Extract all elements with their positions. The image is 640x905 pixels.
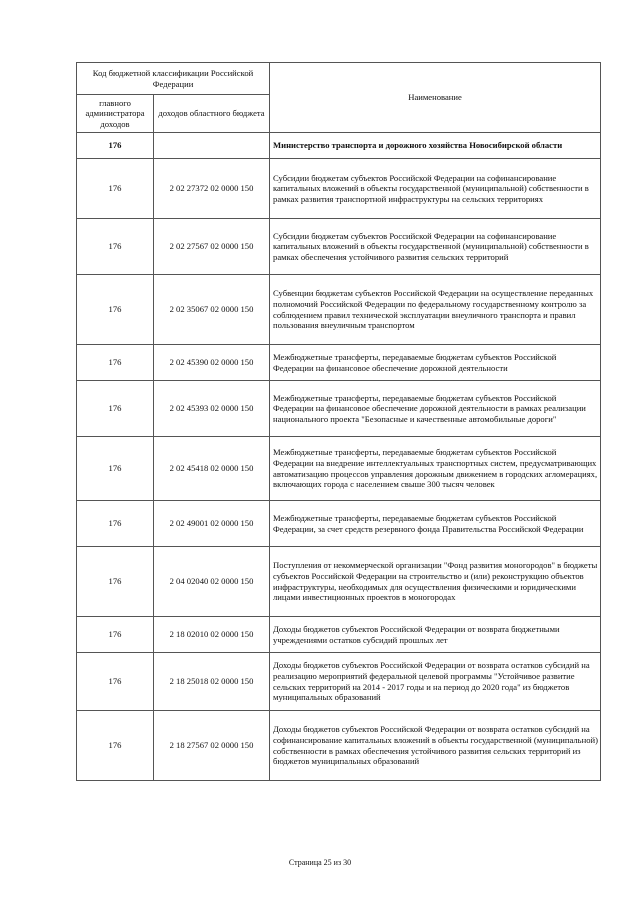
income-name-cell: Межбюджетные трансферты, передаваемые бюджетам субъектов Российской Федерации на финансовое обеспечение дорожной деятельности в рамках реализации национального проекта "Безопасные и качественные автомобильные дороги": [270, 381, 601, 437]
admin-code-cell: 176: [77, 617, 154, 653]
income-code-cell: 2 02 45418 02 0000 150: [154, 437, 270, 501]
income-name-cell: Субвенции бюджетам субъектов Российской Федерации на осуществление переданных полномочий Российской Федерации по федеральному государственному контролю за соблюдением правил технической эксплуатации внеуличного транспорта и правил пользования внеуличным транспортом: [270, 275, 601, 345]
admin-code-cell: 176: [77, 275, 154, 345]
table-row: [77, 547, 601, 617]
income-code-cell: 2 04 02040 02 0000 150: [154, 547, 270, 617]
income-name-cell: Поступления от некоммерческой организации "Фонд развития моногородов" в бюджеты субъектов Российской Федерации на строительство и (или) реконструкцию объектов инфраструктуры, необходимых для осуществления физическими и юридическими лицами инвестиционных проектов в моногородах: [270, 547, 601, 617]
table-row: [77, 345, 601, 381]
admin-code-cell: 176: [77, 653, 154, 711]
table-row: [77, 711, 601, 781]
admin-code-cell: 176: [77, 345, 154, 381]
name-column-header: Наименование: [270, 63, 601, 133]
kbk-group-header: Код бюджетной классификации Российской Федерации: [77, 63, 270, 95]
page-number: Страница 25 из 30: [288, 858, 352, 867]
income-column-header: доходов областного бюджета: [154, 95, 270, 133]
table-row: [77, 381, 601, 437]
ministry-empty-cell: [154, 133, 270, 159]
income-name-cell: Межбюджетные трансферты, передаваемые бюджетам субъектов Российской Федерации, за счет средств резервного фонда Правительства Российской Федерации: [270, 501, 601, 547]
admin-code-cell: 176: [77, 711, 154, 781]
table-row: [77, 437, 601, 501]
income-code-cell: 2 02 45390 02 0000 150: [154, 345, 270, 381]
income-code-cell: 2 02 49001 02 0000 150: [154, 501, 270, 547]
admin-code-cell: 176: [77, 437, 154, 501]
table-row: [77, 159, 601, 219]
budget-classification-table: [76, 62, 601, 781]
admin-column-header: главного администратора доходов: [77, 95, 154, 133]
admin-code-cell: 176: [77, 219, 154, 275]
admin-code-cell: 176: [77, 159, 154, 219]
ministry-row: [77, 133, 601, 159]
table-row: [77, 501, 601, 547]
income-code-cell: 2 02 45393 02 0000 150: [154, 381, 270, 437]
income-code-cell: 2 18 02010 02 0000 150: [154, 617, 270, 653]
ministry-code: 176: [77, 133, 154, 159]
admin-code-cell: 176: [77, 381, 154, 437]
income-name-cell: Субсидии бюджетам субъектов Российской Федерации на софинансирование капитальных вложений в объекты государственной (муниципальной) собственности в рамках обеспечения устойчивого развития сельских территорий: [270, 219, 601, 275]
table-row: [77, 653, 601, 711]
income-code-cell: 2 18 25018 02 0000 150: [154, 653, 270, 711]
header-row-group: [77, 63, 601, 95]
ministry-name: Министерство транспорта и дорожного хозяйства Новосибирской области: [270, 133, 601, 159]
income-code-cell: 2 02 35067 02 0000 150: [154, 275, 270, 345]
table-row: [77, 617, 601, 653]
income-name-cell: Доходы бюджетов субъектов Российской Федерации от возврата остатков субсидий на софинансирование капитальных вложений в объекты государственной (муниципальной) собственности в рамках обеспечения устойчивого развития сельских территорий из бюджетов муниципальных образований: [270, 711, 601, 781]
income-name-cell: Субсидии бюджетам субъектов Российской Федерации на софинансирование капитальных вложений в объекты государственной (муниципальной) собственности в рамках развития транспортной инфраструктуры на сельских территориях: [270, 159, 601, 219]
income-code-cell: 2 18 27567 02 0000 150: [154, 711, 270, 781]
income-name-cell: Межбюджетные трансферты, передаваемые бюджетам субъектов Российской Федерации на внедрение интеллектуальных транспортных систем, предусматривающих автоматизацию процессов управления дорожным движением в городских агломерациях, включающих города с населением свыше 300 тысяч человек: [270, 437, 601, 501]
income-code-cell: 2 02 27372 02 0000 150: [154, 159, 270, 219]
income-name-cell: Межбюджетные трансферты, передаваемые бюджетам субъектов Российской Федерации на финансовое обеспечение дорожной деятельности: [270, 345, 601, 381]
table-row: [77, 275, 601, 345]
income-name-cell: Доходы бюджетов субъектов Российской Федерации от возврата бюджетными учреждениями остатков субсидий прошлых лет: [270, 617, 601, 653]
income-name-cell: Доходы бюджетов субъектов Российской Федерации от возврата остатков субсидий на реализацию мероприятий федеральной целевой программы "Устойчивое развитие сельских территорий на 2014 - 2017 годы и на период до 2020 года" из бюджетов муниципальных образований: [270, 653, 601, 711]
table-row: [77, 219, 601, 275]
admin-code-cell: 176: [77, 501, 154, 547]
admin-code-cell: 176: [77, 547, 154, 617]
income-code-cell: 2 02 27567 02 0000 150: [154, 219, 270, 275]
